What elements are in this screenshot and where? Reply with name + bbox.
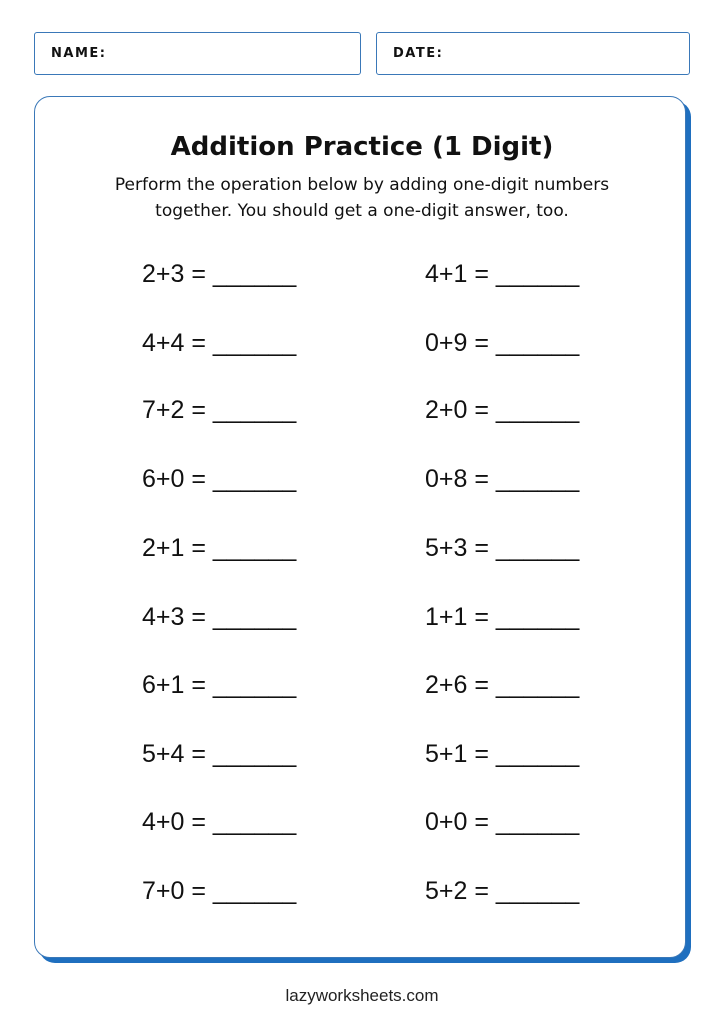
problem-right-3[interactable]: 2+0 = ______	[425, 396, 580, 424]
problem-right-2[interactable]: 0+9 = ______	[425, 329, 580, 357]
date-field[interactable]	[376, 32, 690, 75]
instructions-line-2: together. You should get a one-digit answer, too.	[155, 201, 569, 221]
problem-right-9[interactable]: 0+0 = ______	[425, 808, 580, 836]
problem-left-9[interactable]: 4+0 = ______	[142, 808, 297, 836]
problem-right-7[interactable]: 2+6 = ______	[425, 671, 580, 699]
problem-right-8[interactable]: 5+1 = ______	[425, 740, 580, 768]
worksheet-title: Addition Practice (1 Digit)	[170, 132, 554, 162]
problem-right-5[interactable]: 5+3 = ______	[425, 534, 580, 562]
problem-left-8[interactable]: 5+4 = ______	[142, 740, 297, 768]
date-label: DATE:	[393, 46, 444, 61]
problem-right-4[interactable]: 0+8 = ______	[425, 465, 580, 493]
name-field[interactable]	[34, 32, 361, 75]
problem-left-4[interactable]: 6+0 = ______	[142, 465, 297, 493]
instructions-line-1: Perform the operation below by adding one-digit numbers	[114, 175, 610, 195]
problem-left-3[interactable]: 7+2 = ______	[142, 396, 297, 424]
problem-left-7[interactable]: 6+1 = ______	[142, 671, 297, 699]
problem-right-6[interactable]: 1+1 = ______	[425, 603, 580, 631]
problem-right-1[interactable]: 4+1 = ______	[425, 260, 580, 288]
problem-left-5[interactable]: 2+1 = ______	[142, 534, 297, 562]
name-label: NAME:	[51, 46, 107, 61]
problem-left-10[interactable]: 7+0 = ______	[142, 877, 297, 905]
worksheet-card	[34, 96, 686, 958]
problem-left-2[interactable]: 4+4 = ______	[142, 329, 297, 357]
footer-site: lazyworksheets.com	[285, 986, 439, 1005]
problem-left-1[interactable]: 2+3 = ______	[142, 260, 297, 288]
problem-right-10[interactable]: 5+2 = ______	[425, 877, 580, 905]
problem-left-6[interactable]: 4+3 = ______	[142, 603, 297, 631]
